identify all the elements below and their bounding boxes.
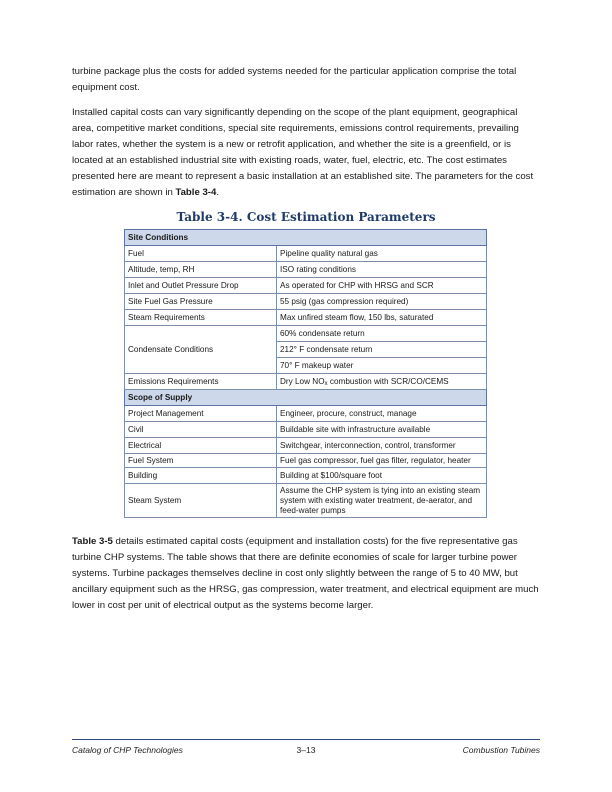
table-row — [125, 310, 487, 326]
table-3-4-reference[interactable]: Table 3-4 — [175, 187, 217, 198]
row-label: Building — [125, 468, 277, 484]
table-row — [125, 246, 487, 262]
row-value: Building at $100/square foot — [277, 468, 487, 484]
row-label: Fuel — [125, 246, 277, 262]
row-label: Emissions Requirements — [125, 374, 277, 390]
intro-paragraph-2-end: . — [216, 187, 220, 198]
table-row — [125, 422, 487, 438]
row-label: Condensate Conditions — [125, 326, 277, 374]
table-row — [125, 262, 487, 278]
table-row — [125, 406, 487, 422]
intro-paragraph-1: turbine package plus the costs for added systems needed for the particular application comprise the total equipment cost. — [72, 66, 517, 93]
row-value: As operated for CHP with HRSG and SCR — [277, 278, 487, 294]
row-label: Site Fuel Gas Pressure — [125, 294, 277, 310]
table-row — [125, 294, 487, 310]
intro-paragraph-2-text: Installed capital costs can vary significantly depending on the scope of the plant equipment, geographical area, competitive market conditions, special site requirements, emissions control requirements, prevailing labor rates, whether the system is a new or retrofit application, and whether the site is a greenfield, or is located at an established industrial site with existing roads, water, fuel, electric, etc. The cost estimates presented here are meant to represent a basic installation at an established site. The parameters for the cost estimation are shown in — [72, 107, 534, 198]
row-label: Steam System — [125, 484, 277, 518]
table-row — [125, 326, 487, 342]
row-value: Buildable site with infrastructure available — [277, 422, 487, 438]
table-row — [125, 278, 487, 294]
table-row — [125, 374, 487, 390]
emissions-text-post: combustion with SCR/CO/CEMS — [327, 376, 449, 386]
row-value: 55 psig (gas compression required) — [277, 294, 487, 310]
row-value: Pipeline quality natural gas — [277, 246, 487, 262]
row-label: Electrical — [125, 438, 277, 454]
closing-paragraph-text: details estimated capital costs (equipment and installation costs) for the five representative gas turbine CHP systems. The table shows that there are definite economies of scale for larger turbine power systems. Turbine packages themselves decline in cost only slightly between the range of 5 to 40 MW, but ancillary equipment such as the HRSG, gas compression, water treatment, and electrical equipment are much lower in cost per unit of electrical output as the systems become larger. — [72, 536, 539, 611]
table-row — [125, 454, 487, 468]
table-row — [125, 468, 487, 484]
page-number: 3–13 — [296, 745, 316, 755]
section-header-row — [125, 230, 487, 246]
emissions-subscript: x — [324, 380, 328, 387]
cost-estimation-parameters-table — [124, 229, 487, 518]
row-label: Altitude, temp, RH — [125, 262, 277, 278]
footer-divider — [72, 739, 540, 740]
site-conditions-header: Site Conditions — [125, 230, 487, 246]
row-value: Switchgear, interconnection, control, transformer — [277, 438, 487, 454]
footer-right: Combustion Tubines — [462, 745, 540, 755]
row-value: 60% condensate return — [277, 326, 487, 342]
section-header-row — [125, 390, 487, 406]
table-row — [125, 484, 487, 518]
scope-of-supply-header: Scope of Supply — [125, 390, 487, 406]
row-value: Fuel gas compressor, fuel gas filter, regulator, heater — [277, 454, 487, 468]
row-value: 70° F makeup water — [277, 358, 487, 374]
footer-left: Catalog of CHP Technologies — [72, 745, 183, 755]
row-label: Inlet and Outlet Pressure Drop — [125, 278, 277, 294]
row-value: Engineer, procure, construct, manage — [277, 406, 487, 422]
row-value: 212° F condensate return — [277, 342, 487, 358]
table-caption: Table 3-4. Cost Estimation Parameters — [176, 210, 436, 224]
row-label: Project Management — [125, 406, 277, 422]
table-row — [125, 438, 487, 454]
row-label: Fuel System — [125, 454, 277, 468]
closing-paragraph — [72, 534, 540, 614]
row-value: Assume the CHP system is tying into an existing steam system with existing water treatment, de-aerator, and feed-water pumps — [277, 484, 487, 518]
row-value: Max unfired steam flow, 150 lbs, saturated — [277, 310, 487, 326]
emissions-text-pre: Dry Low NO — [280, 376, 325, 386]
row-value: ISO rating conditions — [277, 262, 487, 278]
table-3-5-reference[interactable]: Table 3-5 — [72, 536, 113, 547]
row-value — [277, 374, 487, 390]
row-label: Steam Requirements — [125, 310, 277, 326]
row-label: Civil — [125, 422, 277, 438]
intro-paragraph-2 — [72, 105, 540, 201]
